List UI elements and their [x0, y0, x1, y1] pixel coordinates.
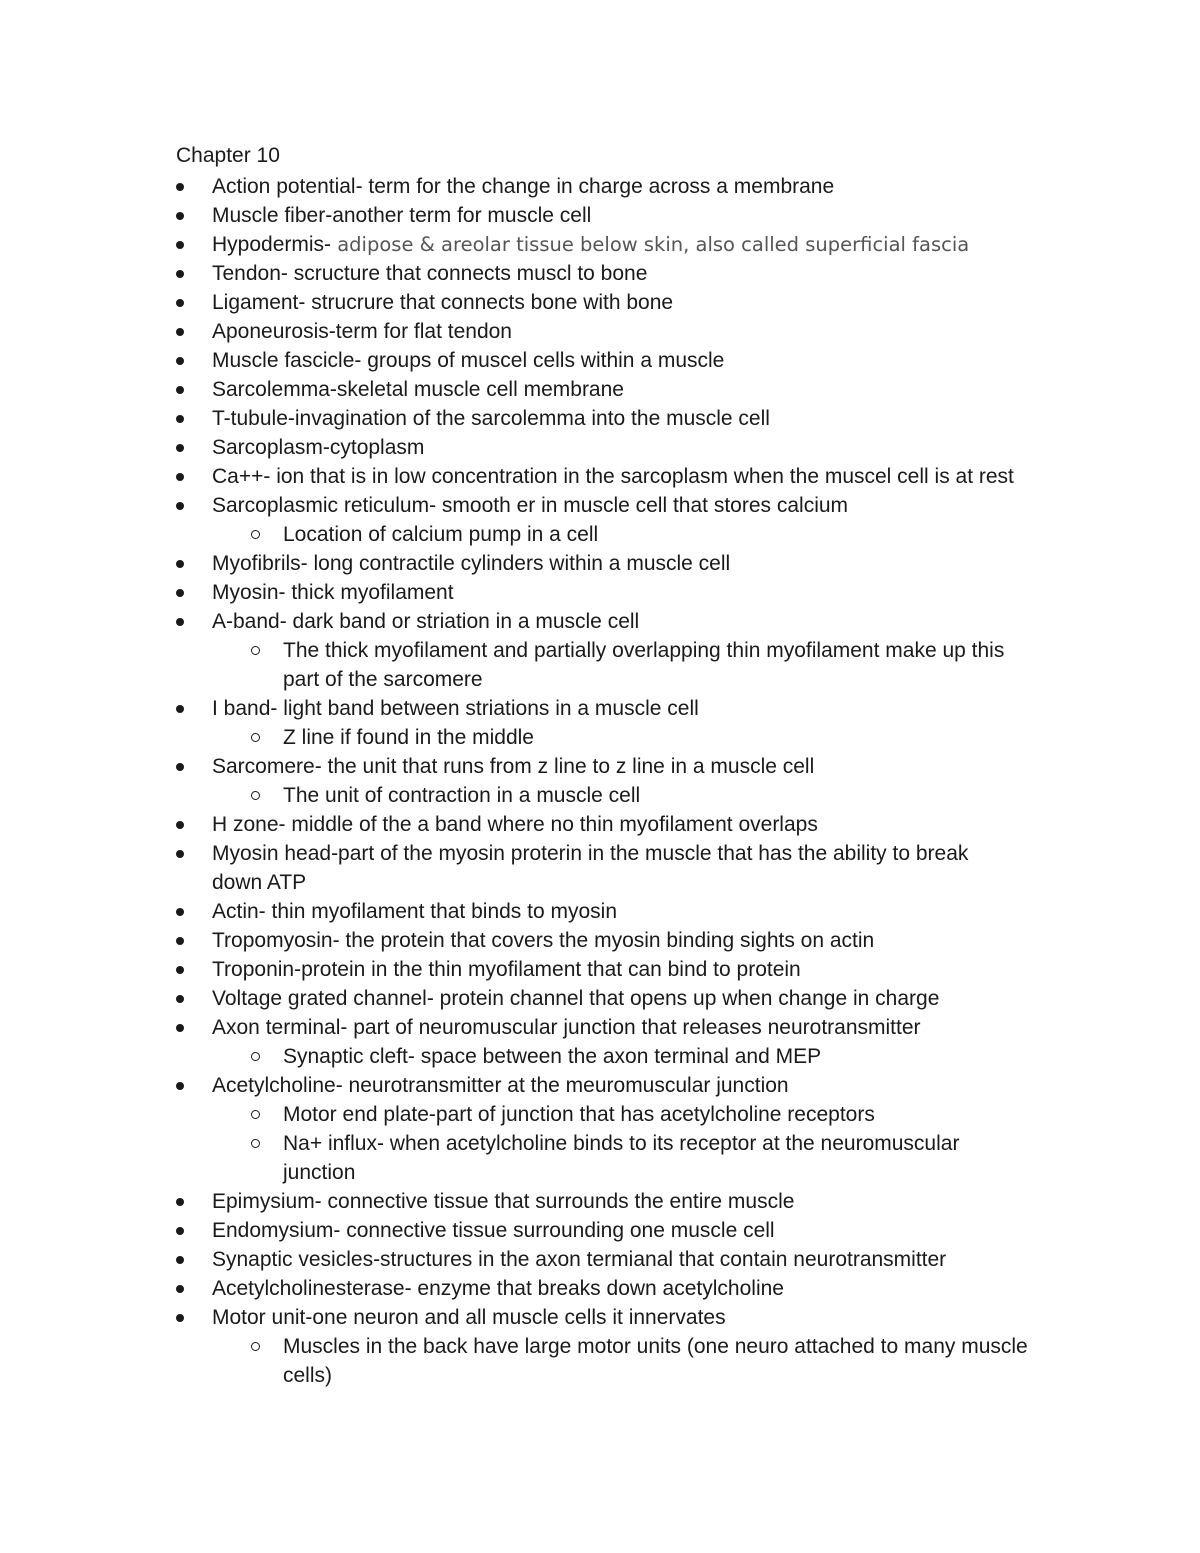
- sub-list-item: [0, 1332, 1200, 1390]
- list-item-text: Tendon- scructure that connects muscl to bone: [212, 262, 648, 285]
- bullet-icon: [176, 1024, 184, 1032]
- list-item-text: Synaptic cleft- space between the axon terminal and MEP: [283, 1045, 822, 1068]
- list-item-text: Voltage grated channel- protein channel that opens up when change in charge: [212, 987, 940, 1010]
- list-item-text: Epimysium- connective tissue that surrounds the entire muscle: [212, 1190, 795, 1213]
- bullet-icon: [176, 966, 184, 974]
- bullet-icon: [176, 589, 184, 597]
- list-item-text: Hypodermis-: [212, 233, 332, 256]
- bullet-icon: [176, 1285, 184, 1293]
- list-item-text: The thick myofilament and partially overlapping thin myofilament make up this: [283, 639, 1005, 662]
- bullet-icon: [176, 821, 184, 829]
- hollow-bullet-icon: [251, 733, 260, 742]
- list-item-text: Location of calcium pump in a cell: [283, 523, 599, 546]
- list-item: [0, 230, 1200, 259]
- hollow-bullet-icon: [251, 1342, 260, 1351]
- list-item: [0, 1013, 1200, 1042]
- list-item: [0, 839, 1200, 897]
- list-item-text: Acetylcholine- neurotransmitter at the meuromuscular junction: [212, 1074, 789, 1097]
- bullet-icon: [176, 415, 184, 423]
- bullet-icon: [176, 1082, 184, 1090]
- list-item-continuation: cells): [283, 1364, 333, 1387]
- bullet-icon: [176, 212, 184, 220]
- hollow-bullet-icon: [251, 1052, 260, 1061]
- list-item: [0, 1216, 1200, 1245]
- hollow-bullet-icon: [251, 646, 260, 655]
- bullet-list: [0, 172, 1200, 1390]
- list-item-text: Myosin head-part of the myosin proterin in the muscle that has the ability to break: [212, 842, 969, 865]
- hollow-bullet-icon: [251, 530, 260, 539]
- list-item: [0, 288, 1200, 317]
- list-item-text: Acetylcholinesterase- enzyme that breaks down acetylcholine: [212, 1277, 784, 1300]
- list-item-text: Ca++- ion that is in low concentration in the sarcoplasm when the muscel cell is at rest: [212, 465, 1014, 488]
- bullet-icon: [176, 1227, 184, 1235]
- list-item: [0, 578, 1200, 607]
- list-item: [0, 346, 1200, 375]
- bullet-icon: [176, 937, 184, 945]
- list-item-text: Ligament- strucrure that connects bone with bone: [212, 291, 674, 314]
- list-item-text: Troponin-protein in the thin myofilament that can bind to protein: [212, 958, 801, 981]
- list-item: [0, 1071, 1200, 1100]
- bullet-icon: [176, 1198, 184, 1206]
- sub-list-item: [0, 1129, 1200, 1187]
- sub-list-item: [0, 1042, 1200, 1071]
- list-item: [0, 694, 1200, 723]
- bullet-icon: [176, 473, 184, 481]
- list-item-continuation: down ATP: [212, 871, 307, 894]
- list-item-note: adipose & areolar tissue below skin, also called superficial fascia: [331, 233, 970, 256]
- bullet-icon: [176, 560, 184, 568]
- bullet-icon: [176, 183, 184, 191]
- list-item: [0, 955, 1200, 984]
- list-item-text: Action potential- term for the change in charge across a membrane: [212, 175, 835, 198]
- list-item-text: Motor end plate-part of junction that has acetylcholine receptors: [283, 1103, 875, 1126]
- list-item: [0, 1187, 1200, 1216]
- bullet-icon: [176, 299, 184, 307]
- list-item: [0, 897, 1200, 926]
- bullet-icon: [176, 1256, 184, 1264]
- hollow-bullet-icon: [251, 1110, 260, 1119]
- list-item-text: The unit of contraction in a muscle cell: [283, 784, 641, 807]
- list-item: [0, 810, 1200, 839]
- list-item-text: Na+ influx- when acetylcholine binds to its receptor at the neuromuscular: [283, 1132, 960, 1155]
- list-item: [0, 1245, 1200, 1274]
- list-item-text: Endomysium- connective tissue surrounding one muscle cell: [212, 1219, 775, 1242]
- sub-list-item: [0, 520, 1200, 549]
- list-item-continuation: part of the sarcomere: [283, 668, 483, 691]
- hollow-bullet-icon: [251, 1139, 260, 1148]
- bullet-icon: [176, 908, 184, 916]
- list-item-text: Sarcolemma-skeletal muscle cell membrane: [212, 378, 624, 401]
- list-item-text: Synaptic vesicles-structures in the axon termianal that contain neurotransmitter: [212, 1248, 947, 1271]
- list-item-text: Muscle fiber-another term for muscle cell: [212, 204, 592, 227]
- list-item: [0, 1303, 1200, 1332]
- page-title: Chapter 10: [176, 144, 280, 167]
- list-item-text: Sarcoplasmic reticulum- smooth er in muscle cell that stores calcium: [212, 494, 849, 517]
- sub-list-item: [0, 781, 1200, 810]
- list-item-text: Muscle fascicle- groups of muscel cells within a muscle: [212, 349, 725, 372]
- list-item-text: Actin- thin myofilament that binds to myosin: [212, 900, 618, 923]
- bullet-icon: [176, 241, 184, 249]
- list-item-text: Motor unit-one neuron and all muscle cells it innervates: [212, 1306, 726, 1329]
- bullet-icon: [176, 270, 184, 278]
- list-item-text: Sarcomere- the unit that runs from z line to z line in a muscle cell: [212, 755, 815, 778]
- list-item: [0, 752, 1200, 781]
- bullet-icon: [176, 705, 184, 713]
- sub-list-item: [0, 723, 1200, 752]
- list-item-text: Myosin- thick myofilament: [212, 581, 454, 604]
- bullet-icon: [176, 386, 184, 394]
- list-item: [0, 317, 1200, 346]
- bullet-icon: [176, 995, 184, 1003]
- list-item-text: Z line if found in the middle: [283, 726, 534, 749]
- list-item-text: T-tubule-invagination of the sarcolemma into the muscle cell: [212, 407, 770, 430]
- list-item-text: Myofibrils- long contractile cylinders within a muscle cell: [212, 552, 731, 575]
- bullet-icon: [176, 763, 184, 771]
- sub-list-item: [0, 1100, 1200, 1129]
- list-item-text: Axon terminal- part of neuromuscular junction that releases neurotransmitter: [212, 1016, 921, 1039]
- bullet-icon: [176, 328, 184, 336]
- list-item-text: A-band- dark band or striation in a muscle cell: [212, 610, 640, 633]
- list-item: [0, 607, 1200, 636]
- list-item: [0, 433, 1200, 462]
- bullet-icon: [176, 502, 184, 510]
- bullet-icon: [176, 444, 184, 452]
- hollow-bullet-icon: [251, 791, 260, 800]
- list-item: [0, 984, 1200, 1013]
- list-item: [0, 201, 1200, 230]
- list-item-text: Aponeurosis-term for flat tendon: [212, 320, 512, 343]
- list-item: [0, 1274, 1200, 1303]
- list-item: [0, 462, 1200, 491]
- list-item-text: Tropomyosin- the protein that covers the myosin binding sights on actin: [212, 929, 875, 952]
- bullet-icon: [176, 1314, 184, 1322]
- list-item: [0, 259, 1200, 288]
- sub-list-item: [0, 636, 1200, 694]
- list-item: [0, 926, 1200, 955]
- list-item-text: I band- light band between striations in a muscle cell: [212, 697, 699, 720]
- bullet-icon: [176, 357, 184, 365]
- list-item-text: Muscles in the back have large motor units (one neuro attached to many muscle: [283, 1335, 1028, 1358]
- list-item-text: H zone- middle of the a band where no thin myofilament overlaps: [212, 813, 818, 836]
- bullet-icon: [176, 850, 184, 858]
- bullet-icon: [176, 618, 184, 626]
- list-item-text: Sarcoplasm-cytoplasm: [212, 436, 425, 459]
- list-item-continuation: junction: [283, 1161, 356, 1184]
- list-item: [0, 549, 1200, 578]
- list-item: [0, 172, 1200, 201]
- list-item: [0, 404, 1200, 433]
- list-item: [0, 491, 1200, 520]
- list-item: [0, 375, 1200, 404]
